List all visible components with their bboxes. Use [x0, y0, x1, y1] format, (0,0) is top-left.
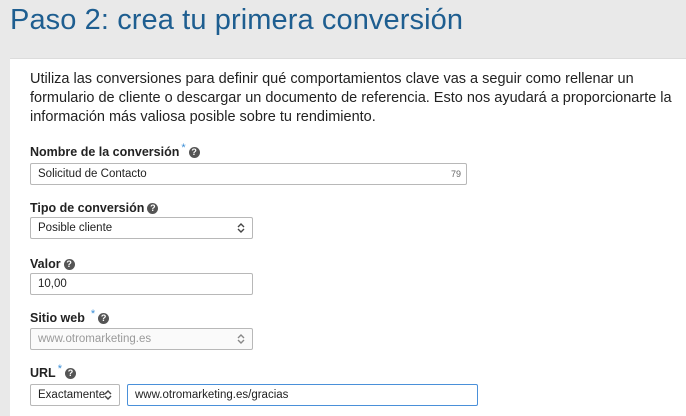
updown-arrows-icon [104, 389, 112, 401]
help-icon[interactable]: ? [98, 313, 109, 324]
url-match-value: Exactamente [38, 389, 106, 401]
url-input[interactable] [127, 384, 478, 406]
url-input-value: www.otromarketing.es/gracias [135, 389, 289, 401]
value-input[interactable] [30, 273, 253, 295]
conversion-type-label-text: Tipo de conversión [30, 201, 145, 215]
conversion-type-value: Posible cliente [38, 222, 113, 234]
page-header [0, 0, 686, 58]
conversion-name-label-text: Nombre de la conversión [30, 145, 180, 159]
intro-text: Utiliza las conversiones para definir qué comportamientos clave vas a seguir como rellenar un formulario de cliente o descargar un documento de referencia. Esto nos ayudará a proporcionarte la información más valiosa posible sobre tu rendimiento. [30, 71, 672, 125]
url-label [30, 363, 76, 380]
updown-arrows-icon [237, 333, 245, 345]
help-icon[interactable]: ? [65, 368, 76, 379]
conversion-name-input[interactable] [30, 163, 467, 185]
conversion-name-value: Solicitud de Contacto [38, 168, 147, 180]
website-value: www.otromarketing.es [38, 333, 152, 345]
value-label-text: Valor [30, 257, 61, 271]
character-counter: 79 [450, 169, 461, 179]
help-icon[interactable]: ? [189, 147, 200, 158]
required-marker: * [57, 363, 62, 375]
value-label [30, 257, 75, 271]
value-input-value: 10,00 [38, 278, 67, 290]
page-title: Paso 2: crea tu primera conversión [10, 4, 464, 36]
required-marker: * [181, 142, 186, 154]
url-match-select[interactable] [30, 384, 120, 406]
url-label-text: URL [30, 366, 56, 380]
form-panel [10, 58, 686, 416]
required-marker: * [90, 308, 96, 320]
help-icon[interactable]: ? [64, 259, 75, 270]
conversion-type-select[interactable] [30, 217, 253, 239]
conversion-name-label [30, 142, 200, 159]
conversion-type-label [30, 201, 158, 215]
website-label [30, 308, 109, 325]
updown-arrows-icon [237, 222, 245, 234]
website-label-text: Sitio web [30, 311, 85, 325]
website-select[interactable] [30, 328, 253, 350]
help-icon[interactable]: ? [147, 203, 158, 214]
